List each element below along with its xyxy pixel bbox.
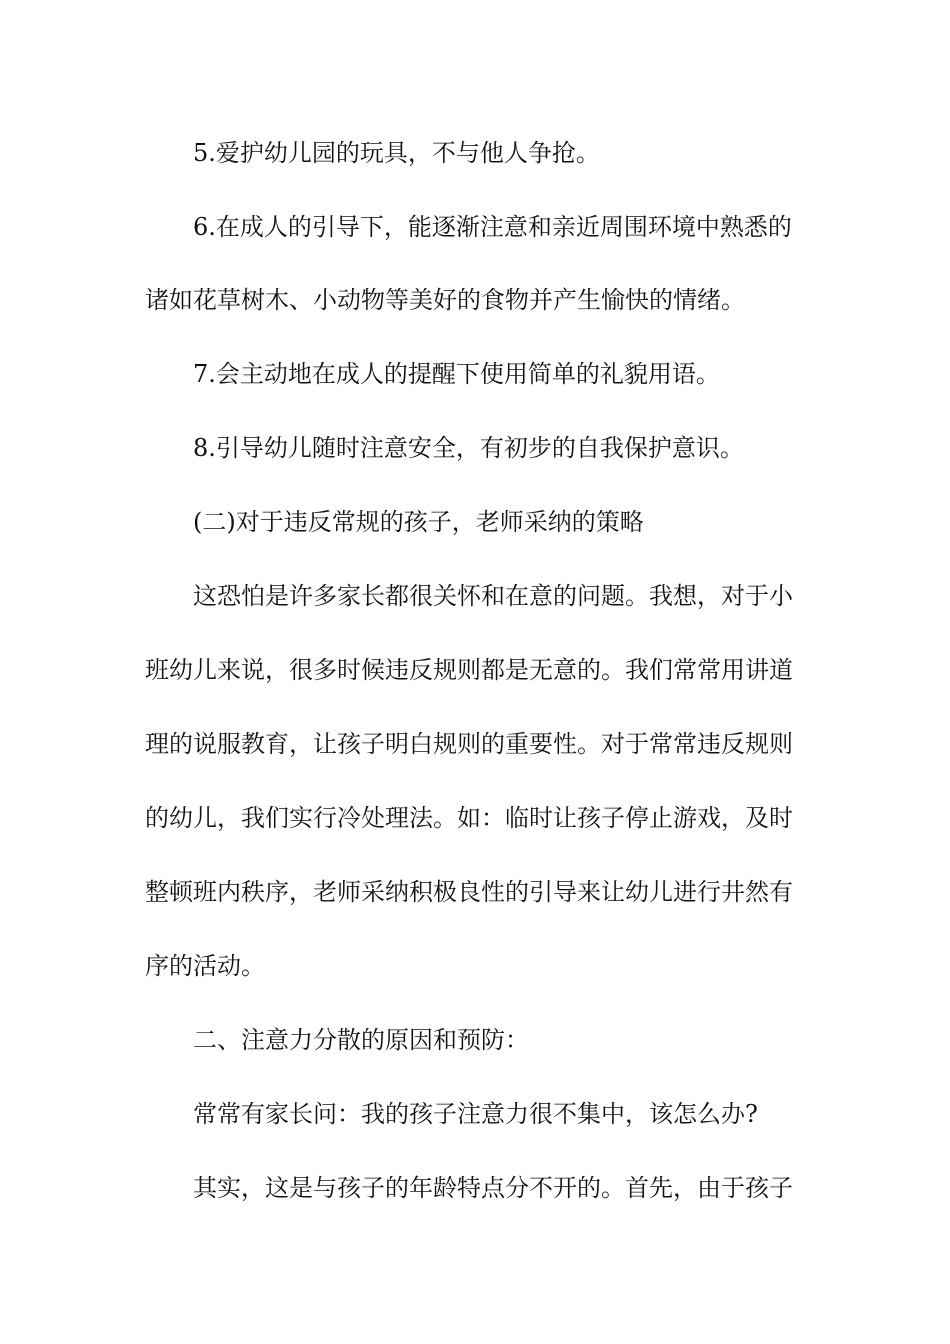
paragraph-strategy-line-5: 整顿班内秩序，老师采纳积极良性的引导来让幼儿进行井然有	[145, 878, 793, 906]
paragraph-strategy-line-6: 序的活动。	[145, 952, 265, 980]
paragraph-item-5: 5.爱护幼儿园的玩具，不与他人争抢。	[193, 139, 600, 167]
section-heading-strategy: (二)对于违反常规的孩子，老师采纳的策略	[193, 508, 644, 536]
paragraph-item-8: 8.引导幼儿随时注意安全，有初步的自我保护意识。	[193, 434, 744, 462]
paragraph-answer-line-1: 其实，这是与孩子的年龄特点分不开的。首先，由于孩子	[193, 1174, 793, 1202]
paragraph-strategy-line-1: 这恐怕是许多家长都很关怀和在意的问题。我想，对于小	[193, 582, 793, 610]
section-heading-attention: 二、注意力分散的原因和预防：	[193, 1026, 529, 1054]
paragraph-strategy-line-2: 班幼儿来说，很多时候违反规则都是无意的。我们常常用讲道	[145, 656, 793, 684]
paragraph-strategy-line-3: 理的说服教育，让孩子明白规则的重要性。对于常常违反规则	[145, 730, 793, 758]
paragraph-item-7: 7.会主动地在成人的提醒下使用简单的礼貌用语。	[193, 360, 720, 388]
paragraph-strategy-line-4: 的幼儿，我们实行冷处理法。如：临时让孩子停止游戏，及时	[145, 804, 793, 832]
paragraph-question: 常常有家长问：我的孩子注意力很不集中，该怎么办?	[193, 1100, 758, 1128]
paragraph-item-6-line-2: 诸如花草树木、小动物等美好的食物并产生愉快的情绪。	[145, 286, 745, 314]
paragraph-item-6-line-1: 6.在成人的引导下，能逐渐注意和亲近周围环境中熟悉的	[193, 213, 792, 241]
